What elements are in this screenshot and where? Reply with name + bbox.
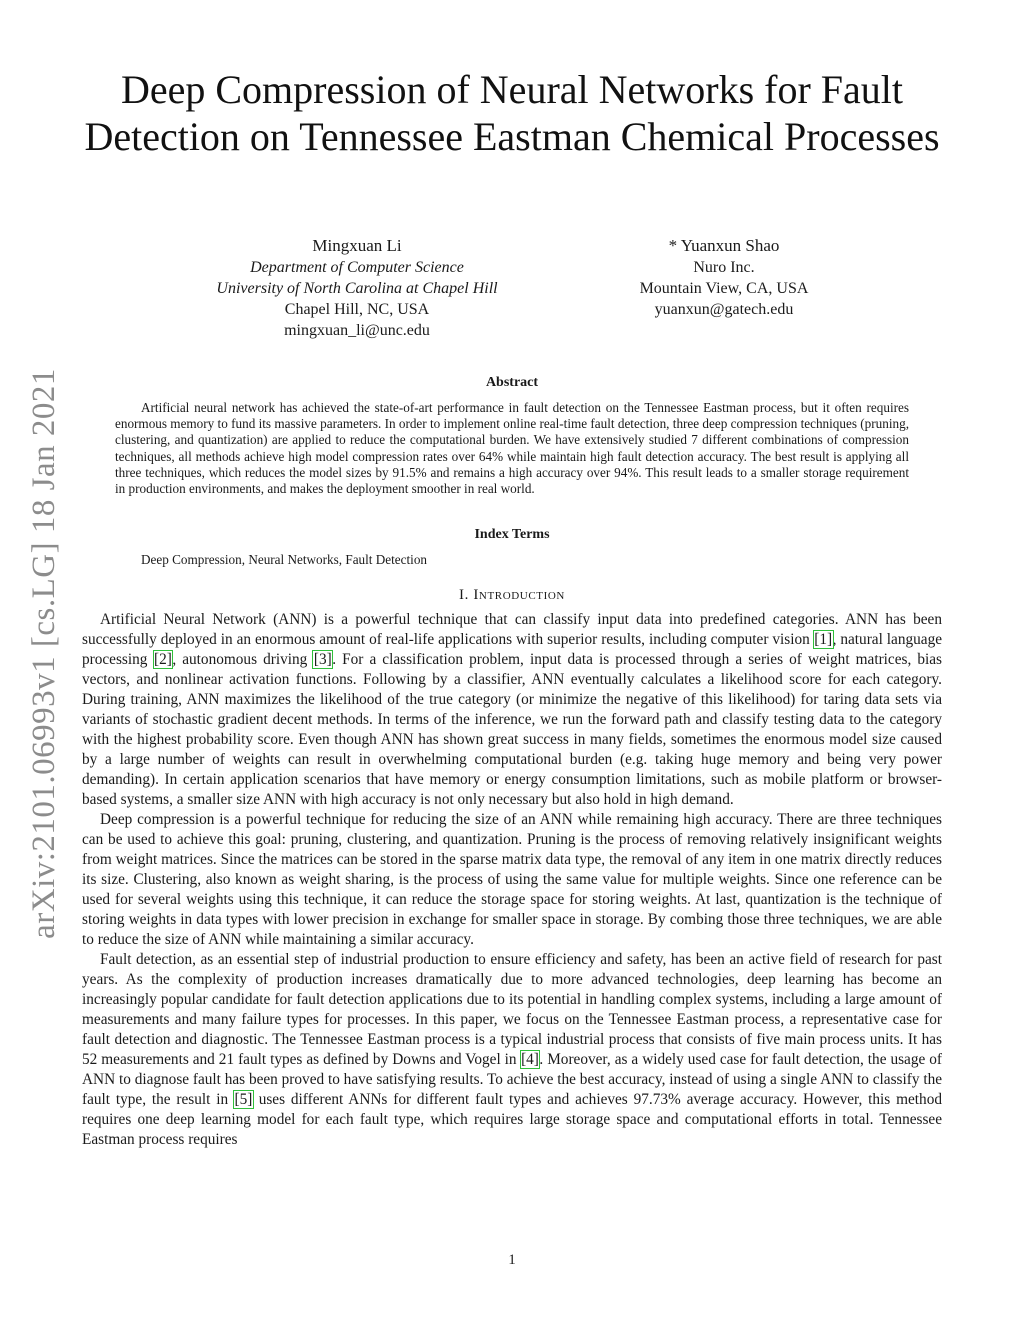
paragraph-text: Fault detection, as an essential step of industrial production to ensure efficiency and safety, has been an active field of research for past years. As the complexity of production increases dramatically due to more advanced technologies, deep learning has become an increasingly popular candidate for fault detection applications due to its potential in handling complex systems, including a large amount of measurements and many failure types for processes. In this paper, we focus on the Tennessee Eastman process, a representative case for fault detection and diagnostic. The Tennessee Eastman process is a typical industrial process that consists of five main process units. It has 52 measurements and 21 fault types as defined by Downs and Vogel in [82,951,942,1068]
author-location: Mountain View, CA, USA [639,280,809,297]
section-number: I. [459,587,469,603]
citation-link[interactable]: [5] [234,1091,253,1108]
body-text [82,610,942,1150]
author-1 [177,234,537,341]
author-institution: Nuro Inc. [693,259,755,276]
section-title: Introduction [473,587,565,603]
abstract-heading: Abstract [485,375,539,390]
index-terms-heading: Index Terms [474,527,550,542]
citation-link[interactable]: [2] [154,651,172,668]
index-terms-text: Deep Compression, Neural Networks, Fault Detection [141,552,428,567]
author-name: Mingxuan Li [312,236,402,255]
paragraph-text: . Moreover, as a widely used case for fault detection, the usage of ANN to diagnose fault has been proved to have satisfying results. To achieve the best accuracy, instead of using a single ANN to classify the fault type, the result in [82,1051,943,1108]
author-institution: University of North Carolina at Chapel Hill [216,280,498,297]
arxiv-stamp [18,363,70,943]
paragraph: Deep compression is a powerful technique for reducing the size of an ANN while remaining high accuracy. There are three techniques can be used to achieve this goal: pruning, clustering, and quantization. Pruning is the process of removing relatively insignificant weights from weight matrices. Since the matrices can be stored in the sparse matrix data type, the removal of any item in one matrix directly reduces its size. Clustering, also known as weight sharing, is the process of using the same value for multiple weights. Since one reference can be used for several weights using this technique, it can reduce the storage space for storing weights. At last, quantization is the technique of storing weights in data types with lower precision in exchange for smaller space in storage. By combing those three techniques, we are able to reduce the size of ANN while maintaining a similar accuracy. [82,811,942,948]
paragraph [82,950,942,1150]
citation-link[interactable]: [1] [814,631,833,648]
citation-link[interactable]: [3] [313,651,332,668]
author-email: mingxuan_li@unc.edu [284,322,430,339]
author-2 [544,234,904,320]
paper-title: Deep Compression of Neural Networks for Fault Detection on Tennessee Eastman Chemical Processes [84,67,940,159]
paragraph-text: Artificial Neural Network (ANN) is a powerful technique that can classify input data into predefined categories. ANN has been successfully deployed in an enormous amount of real-life applications with superior results, including computer vision [82,611,942,648]
author-department: Department of Computer Science [250,259,464,276]
arxiv-stamp-text: arXiv:2101.06993v1 [cs.LG] 18 Jan 2021 [25,367,62,939]
author-email: yuanxun@gatech.edu [654,301,794,318]
paragraph-text: . For a classification problem, input data is processed through a series of weight matrices, bias vectors, and nonlinear activation functions. Following by a classifier, ANN eventually calculates a likelihood score for each category. During training, ANN maximizes the likelihood of the true category (or minimize the negative of this likelihood) for taring data sets via variants of stochastic gradient decent methods. In terms of the inference, we run the forward path and classify testing data to the category with the highest probability score. Even though ANN has shown great success in many fields, sometimes the enormous model size caused by a large number of weights can result in overwhelming computational burden (e.g. taking huge memory and being very power demanding). In certain application scenarios that have memory or energy consumption limitations, such as mobile platform or browser-based systems, a smaller size ANN with high accuracy is not only necessary but also hold in high demand. [82,651,942,808]
author-name: * Yuanxun Shao [668,236,780,255]
page-number: 1 [508,1252,516,1268]
abstract-text: Artificial neural network has achieved the state-of-art performance in fault detection on the Tennessee Eastman process, but it often requires enormous memory to fund its massive parameters. In order to implement online real-time fault detection, three deep compression techniques (pruning, clustering, and quantization) are applied to reduce the computational burden. We have extensively studied 7 different combinations of compression techniques, all methods achieve high model compression rates over 64% while maintain high fault detection accuracy. The best result is applying all three techniques, which reduces the model sizes by 91.5% and remains a high accuracy over 94%. This result leads to a smaller storage requirement in production environments, and makes the deployment smoother in real world. [115,400,909,497]
paragraph-text: , autonomous driving [172,651,314,668]
citation-link[interactable]: [4] [521,1051,539,1068]
paragraph-text: , natural language processing [82,631,943,668]
section-heading [0,587,1024,604]
paragraph-text: uses different ANNs for different fault types and achieves 97.73% average accuracy. However, this method requires one deep learning model for each fault type, which requires large storage space and computational efforts in total. Tennessee Eastman process requires [82,1091,942,1148]
author-location: Chapel Hill, NC, USA [284,301,430,318]
paragraph [82,610,942,810]
